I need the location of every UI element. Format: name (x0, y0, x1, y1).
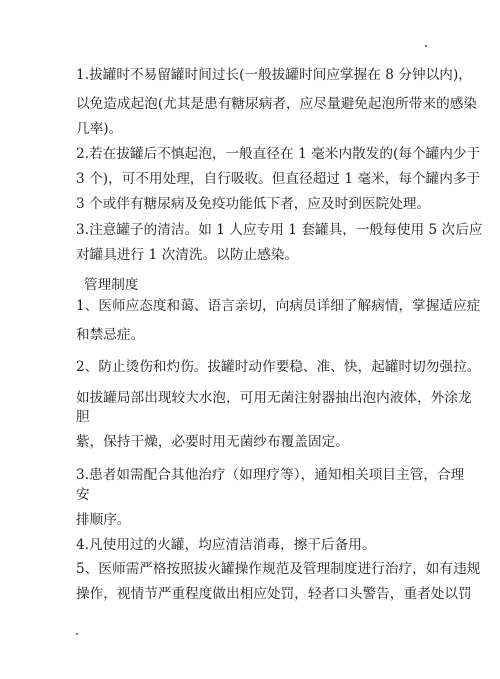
text-line: 4.凡使用过的火罐，均应清洁消毒，擦干后备用。 (76, 537, 376, 553)
text-line: 3.注意罐子的清洁。如 1 人应专用 1 套罐具，一般每使用 5 次后应 (76, 222, 483, 238)
text-line: 紫，保持干燥，必要时用无菌纱布覆盖固定。 (76, 434, 349, 450)
section-heading: 管理制度 (84, 277, 139, 293)
text-line: 以免造成起泡(尤其是患有糖尿病者，应尽量避免起泡所带来的感染 (76, 96, 478, 112)
text-line: 3 个)，可不用处理，自行吸收。但直径超过 1 毫米，每个罐内多于 (76, 171, 481, 187)
page-mark-dot (76, 633, 78, 635)
page-mark-dot (425, 45, 427, 47)
text-line: 3 个或伴有糖尿病及免疫功能低下者，应及时到医院处理。 (76, 196, 431, 212)
text-line: 对罐具进行 1 次清洗。以防止感染。 (76, 247, 299, 263)
text-line: 5、医师需严格按照拔火罐操作规范及管理制度进行治疗，如有违规 (76, 561, 481, 577)
text-line: 几率)。 (76, 121, 123, 137)
text-line: 和禁忌症。 (76, 327, 145, 343)
text-line: 安 (76, 487, 90, 503)
text-line: 排顺序。 (76, 512, 131, 528)
text-line: 操作，视情节严重程度做出相应处罚，轻者口头警告，重者处以罚 (76, 586, 472, 602)
text-line: 2、防止烫伤和灼伤。拔罐时动作要稳、准、快，起罐时切勿强拉。 (76, 359, 481, 375)
text-line: 1.拔罐时不易留罐时间过长(一般拔罐时间应掌握在 8 分钟以内)， (76, 67, 472, 83)
text-line: 胆 (76, 409, 90, 425)
text-line: 2.若在拔罐后不慎起泡，一般直径在 1 毫米内散发的(每个罐内少于 (76, 146, 481, 162)
text-line: 1、医师应态度和蔼、语言亲切，向病员详细了解病情，掌握适应症 (76, 298, 481, 314)
text-line: 3.患者如需配合其他治疗（如理疗等），通知相关项目主管，合理 (76, 467, 465, 483)
text-line: 如拔罐局部出现较大水泡，可用无菌注射器抽出泡内液体，外涂龙 (76, 390, 472, 406)
